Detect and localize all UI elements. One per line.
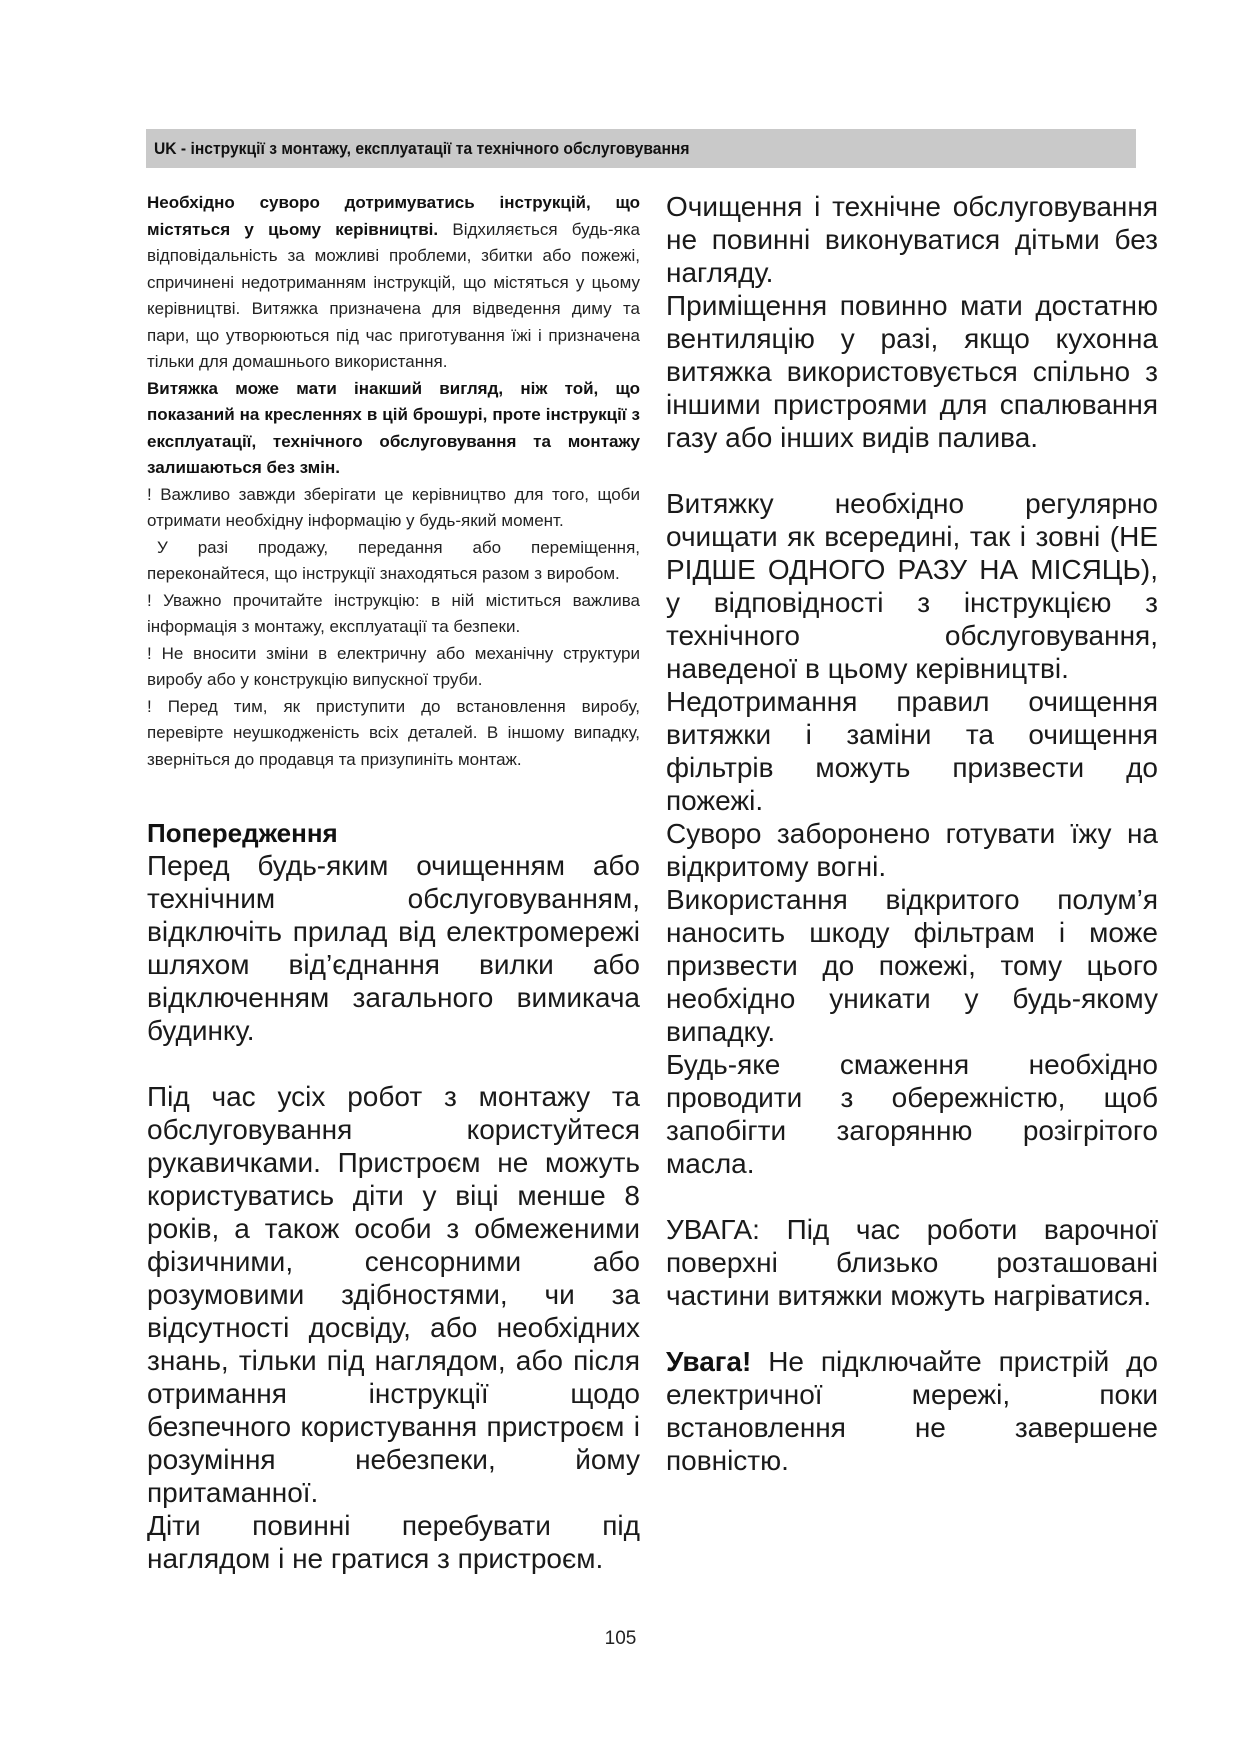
intro-paragraph bbox=[147, 190, 640, 376]
fire-risk-text: Недотримання правил очищення витяжки і заміни та очищення фільтрів можуть призвести до пожежі. bbox=[666, 686, 1158, 816]
attention-text: УВАГА: Під час роботи варочної поверхні близько розташовані частини витяжки можуть нагріватися. bbox=[666, 1214, 1158, 1311]
ventilation-text: Приміщення повинно мати достатню вентиляцію у разі, якщо кухонна витяжка використовується спільно з іншими пристроями для спалювання газу або інших видів палива. bbox=[666, 290, 1158, 453]
section-header-title: UK - інструкції з монтажу, експлуатації та технічного обслуговування bbox=[154, 138, 690, 158]
page-number: 105 bbox=[604, 1628, 637, 1649]
warning-paragraph bbox=[666, 1345, 1158, 1477]
open-flame-ban-text: Суворо заборонено готувати їжу на відкритому вогні. bbox=[666, 818, 1158, 882]
note-keep-manual: ! Важливо завжди зберігати це керівництво для того, щоби отримати необхідну інформацію у будь-який момент. bbox=[147, 484, 640, 530]
left-column bbox=[147, 190, 640, 1575]
open-fire-text: Використання відкритого полум’я наносить шкоду фільтрам і може призвести до пожежі, тому цього необхідно уникати у будь-якому випадку. bbox=[666, 884, 1158, 1047]
right-column bbox=[666, 190, 1158, 1477]
intro-bold-text: Необхідно суворо дотримуватись інструкцій, що містяться у цьому керівництві. bbox=[147, 193, 640, 239]
children-cleaning-text: Очищення і технічне обслуговування не повинні виконуватися дітьми без нагляду. bbox=[666, 191, 1158, 288]
warning-label: Увага! bbox=[666, 1346, 752, 1377]
warning-text: Перед будь-яким очищенням або технічним обслуговуванням, відключіть прилад від електромережі шляхом від’єднання вилки або відключенням загального вимикача будинку. bbox=[147, 850, 640, 1046]
cleaning-text: Витяжку необхідно регулярно очищати як всередині, так і зовні (НЕ РІДШЕ ОДНОГО РАЗУ НА МІСЯЦЬ), у відповідності з інструкцією з технічного обслуговування, наведеної в цьому керівництві. bbox=[666, 488, 1158, 684]
children-text: Діти повинні перебувати під наглядом і не гратися з пристроєм. bbox=[147, 1510, 640, 1574]
note-check: ! Перед тим, як приступити до встановлення виробу, перевірте неушкодженість всіх деталей. В іншому випадку, зверніться до продавця та призупиніть монтаж. bbox=[147, 696, 640, 769]
note-modify: ! Не вносити зміни в електричну або механічну структури виробу або у конструкцію випускної труби. bbox=[147, 643, 640, 689]
intro-text: Відхиляється будь-яка відповідальність за можливі проблеми, збитки або пожежі, спричинені недотриманням інструкцій, що містяться у цьому керівництві. Витяжка призначена для відведення диму та пари, що утворюються під час приготування їжі і призначена тільки для домашнього використання. bbox=[147, 219, 640, 371]
frying-text: Будь-яке смаження необхідно проводити з обережністю, щоб запобігти загорянню розігрітого масла. bbox=[666, 1049, 1158, 1179]
note-sale: У разі продажу, передання або переміщення, переконайтеся, що інструкції знаходяться разом з виробом. bbox=[147, 537, 640, 583]
gloves-text: Під час усіх робот з монтажу та обслуговування користуйтеся рукавичками. Пристроєм не можуть користуватись діти у віці менше 8 років, а також особи з обмеженими фізичними, сенсорними або розумовими здібностями, чи за відсутності досвіду, або необхідних знань, тільки під наглядом, або після отримання інструкції щодо безпечного користування пристроєм і розуміння небезпеки, йому притаманної. bbox=[147, 1081, 640, 1508]
section-header-bar bbox=[146, 129, 1136, 168]
warning-connect-text: Не підключайте пристрій до електричної мережі, поки встановлення не завершене повністю. bbox=[666, 1346, 1158, 1476]
warning-heading: Попередження bbox=[147, 818, 338, 848]
appearance-paragraph bbox=[147, 376, 640, 482]
appearance-bold-text: Витяжка може мати інакший вигляд, ніж той, що показаний на кресленнях в цій брошурі, проте інструкції з експлуатації, технічного обслуговування та монтажу залишаються без змін. bbox=[147, 378, 640, 477]
note-read: ! Уважно прочитайте інструкцію: в ній міститься важлива інформація з монтажу, експлуатації та безпеки. bbox=[147, 590, 640, 636]
